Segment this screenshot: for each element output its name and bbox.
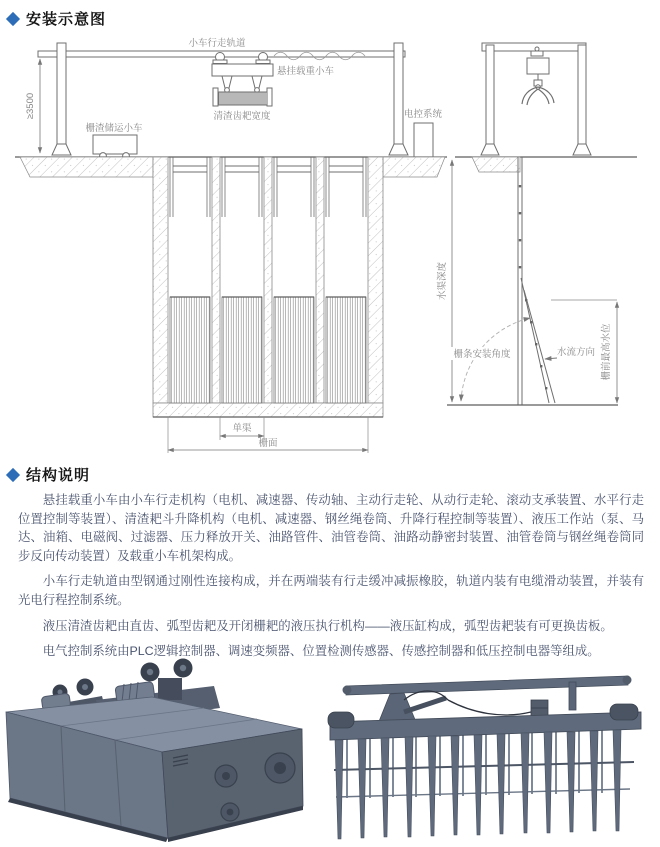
label-flow-direction: 水流方向 xyxy=(556,347,596,358)
paragraph-hydraulic-rake: 液压清渣齿耙由直齿、弧型齿耙及开闭栅耙的液压执行机构——液压缸构成，弧型齿耙装有可更换齿板。 xyxy=(42,618,613,633)
label-single-channel: 单渠 xyxy=(232,423,252,434)
label-bar-angle: 栅条安装角度 xyxy=(453,349,511,360)
diamond-bullet-icon xyxy=(6,467,20,481)
section-title-install: 安装示意图 xyxy=(26,11,107,28)
installation-diagram xyxy=(0,28,660,460)
product-photos xyxy=(0,652,660,847)
section-header-structure xyxy=(8,464,90,485)
label-trolley: 悬挂载重小车 xyxy=(277,66,335,77)
label-channel-depth: 水渠深度 xyxy=(437,261,448,301)
label-control-system: 电控系统 xyxy=(403,109,443,120)
paragraph-track: 小车行走轨道由型钢通过刚性连接构成，并在两端装有行走缓冲减振橡胶，轨道内装有电缆滑动装置，并装有光电行程控制系统。 xyxy=(18,574,644,607)
section-title-structure: 结构说明 xyxy=(26,467,91,484)
label-rake-width: 清渣齿耙宽度 xyxy=(213,111,271,122)
paragraph-trolley-composition: 悬挂载重小车由小车行走机构（电机、减速器、传动轴、主动行走轮、从动行走轮、滚动支承装置、水平行走位置控制等装置）、清渣耙斗升降机构（电机、减速器、钢丝绳卷筒、升降行程控制等装置）、液压工作站（泵、马达、油箱、电磁阀、过滤器、压力释放开关、油路管件、油管卷筒、油路动静密封装置、油管卷筒与钢丝绳卷筒同步反向传动装置）及载重小车机架构成。 xyxy=(18,493,644,563)
paragraph-electric-control: 电气控制系统由PLC逻辑控制器、调速变频器、位置检测传感器、传感控制器和低压控制电器等组成。 xyxy=(42,644,600,659)
label-residue-cart: 栅渣储运小车 xyxy=(85,123,143,134)
front-view xyxy=(15,43,447,453)
label-track: 小车行走轨道 xyxy=(188,38,246,49)
label-min-height: ≥3500 xyxy=(25,92,36,120)
structure-description xyxy=(18,491,644,668)
diamond-bullet-icon xyxy=(6,11,20,25)
label-screen-face: 栅面 xyxy=(258,438,278,449)
section-header-install xyxy=(8,8,106,29)
photo-rake xyxy=(328,676,641,840)
photo-trolley-box xyxy=(6,659,303,843)
label-max-water-level: 栅前最高水位 xyxy=(601,323,612,381)
